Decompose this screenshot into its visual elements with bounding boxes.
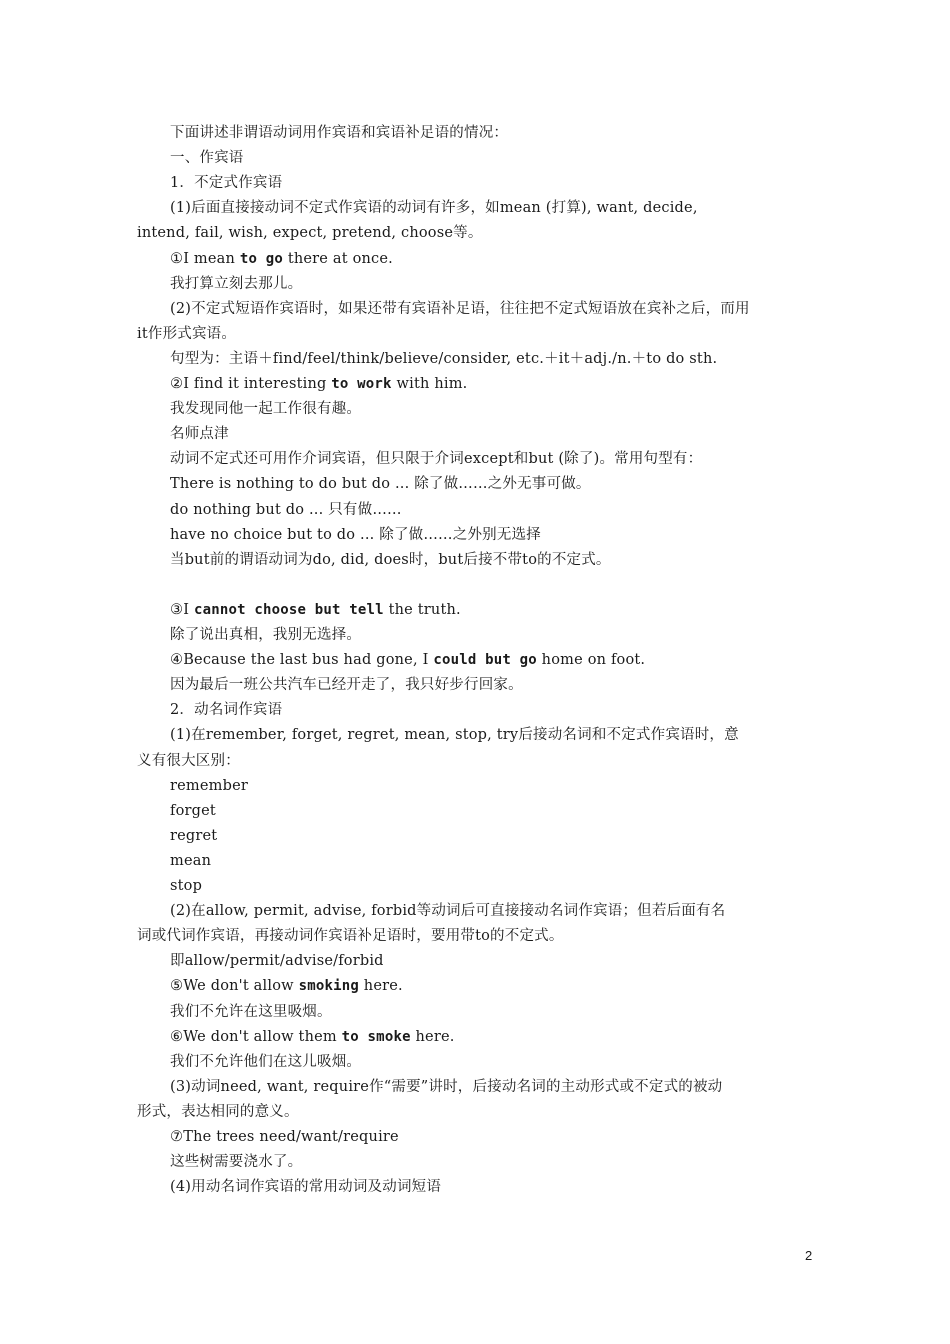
text-segment: 义有很大区别：	[137, 752, 240, 769]
text-line	[170, 725, 739, 745]
text-segment: (4)用动名词作宾语的常用动词及动词短语	[170, 1179, 442, 1196]
text-line	[170, 123, 508, 143]
text-segment: 我们不允许他们在这儿吸烟。	[170, 1053, 362, 1070]
text-line	[170, 173, 282, 193]
text-segment: 一、作宾语	[170, 150, 244, 167]
text-segment: remember	[170, 777, 248, 794]
text-segment: here.	[358, 978, 403, 995]
text-segment: There is nothing to do but do ... 除了做……之外无事可做。	[170, 476, 591, 493]
text-segment: ⑦The trees need/want/require	[170, 1129, 399, 1145]
text-line	[170, 901, 725, 921]
text-line	[137, 751, 240, 771]
text-segment: ②I find it interesting	[170, 376, 332, 392]
text-line	[137, 324, 236, 344]
text-line	[170, 449, 702, 469]
text-segment: 下面讲述非谓语动词用作宾语和宾语补足语的情况：	[170, 125, 509, 141]
text-segment: 动词不定式还可用作介词宾语，但只限于介词except和but (除了)。常用句型有：	[170, 451, 703, 468]
text-segment: ⑥We don't allow them	[170, 1028, 342, 1045]
text-line	[170, 700, 282, 720]
text-line	[170, 650, 645, 670]
text-line	[170, 1052, 361, 1072]
text-line	[170, 198, 698, 218]
text-segment: intend, fail, wish, expect, pretend, choose等。	[137, 225, 483, 242]
text-segment: (3)动词need, want, require作“需要”讲时，后接动名词的主动形式或不定式的被动	[170, 1078, 723, 1095]
text-line	[170, 374, 467, 394]
text-segment: 2．动名词作宾语	[170, 702, 283, 719]
text-line	[170, 1027, 455, 1047]
text-line	[170, 1077, 722, 1097]
text-line	[170, 525, 541, 545]
text-line	[170, 399, 361, 419]
text-segment: 形式，表达相同的意义。	[137, 1103, 299, 1120]
text-segment: have no choice but to do ... 除了做……之外别无选择	[170, 526, 541, 543]
text-line	[170, 776, 248, 796]
text-segment: 即allow/permit/advise/forbid	[170, 953, 384, 970]
text-segment: 这些树需要浇水了。	[170, 1154, 303, 1171]
text-segment: 1．不定式作宾语	[170, 175, 283, 192]
text-segment: it作形式宾语。	[137, 325, 237, 342]
text-segment: regret	[170, 827, 218, 844]
text-segment: ①I mean	[170, 250, 240, 267]
text-segment: here.	[410, 1028, 455, 1045]
text-line	[170, 424, 229, 444]
text-line	[137, 1102, 299, 1122]
text-segment: 因为最后一班公共汽车已经开走了，我只好步行回家。	[170, 677, 523, 694]
text-segment: (1)后面直接接动词不定式作宾语的动词有许多，如mean (打算), want, decide,	[170, 200, 698, 217]
text-line	[170, 274, 302, 294]
text-segment: 我打算立刻去那儿。	[170, 275, 303, 292]
text-line	[170, 474, 591, 494]
text-line	[170, 148, 244, 168]
text-segment: 我们不允许在这里吸烟。	[170, 1003, 332, 1020]
text-segment: the truth.	[383, 601, 461, 618]
text-line	[170, 826, 217, 846]
text-line	[170, 1127, 399, 1147]
text-segment: (2)不定式短语作宾语时，如果还带有宾语补足语，往往把不定式短语放在宾补之后，而用	[170, 300, 750, 317]
text-segment: do nothing but do ... 只有做……	[170, 501, 402, 518]
text-line	[170, 349, 717, 369]
text-segment: stop	[170, 878, 203, 894]
text-line	[170, 600, 461, 620]
text-segment: (2)在allow, permit, advise, forbid等动词后可直接接动名词作宾语；但若后面有名	[170, 903, 726, 920]
text-segment: 名师点津	[170, 426, 229, 443]
text-segment: 词或代词作宾语，再接动词作宾语补足语时，要用带to的不定式。	[137, 928, 564, 945]
text-line	[170, 500, 402, 520]
text-line	[170, 1152, 302, 1172]
text-segment: 句型为：主语＋find/feel/think/believe/consider, etc.＋it＋adj./n.＋to do sth.	[170, 350, 718, 367]
text-line	[170, 249, 393, 269]
text-segment: 除了说出真相，我别无选择。	[170, 627, 362, 643]
bold-phrase: to smoke	[341, 1028, 411, 1045]
text-line	[170, 801, 216, 821]
text-line	[170, 1177, 441, 1197]
text-segment: mean	[170, 852, 212, 869]
text-line	[137, 926, 564, 946]
text-line	[170, 625, 361, 645]
text-line	[170, 851, 211, 871]
text-segment: (1)在remember, forget, regret, mean, stop, try后接动名词和不定式作宾语时，意	[170, 727, 739, 744]
page-number: 2	[805, 1248, 813, 1263]
text-segment: there at once.	[283, 250, 393, 267]
text-line	[137, 223, 483, 243]
text-line	[170, 675, 523, 695]
text-segment: 当but前的谓语动词为do, did, does时，but后接不带to的不定式。	[170, 551, 611, 568]
text-segment: home on foot.	[536, 652, 646, 669]
text-segment: ⑤We don't allow	[170, 978, 299, 995]
text-segment: ③I	[170, 601, 194, 618]
text-line	[170, 976, 403, 996]
bold-phrase: to go	[239, 250, 284, 267]
bold-phrase: cannot choose but tell	[193, 601, 384, 618]
text-segment: 我发现同他一起工作很有趣。	[170, 401, 362, 418]
bold-phrase: could but go	[433, 652, 537, 669]
text-segment: forget	[170, 802, 216, 819]
text-segment: with him.	[391, 376, 468, 392]
text-line	[170, 876, 202, 896]
bold-phrase: to work	[331, 376, 392, 392]
bold-phrase: smoking	[298, 978, 359, 995]
text-line	[170, 299, 750, 319]
text-line	[170, 1002, 332, 1022]
text-line	[170, 550, 611, 570]
text-segment: ④Because the last bus had gone, I	[170, 652, 434, 669]
text-line	[170, 951, 384, 971]
